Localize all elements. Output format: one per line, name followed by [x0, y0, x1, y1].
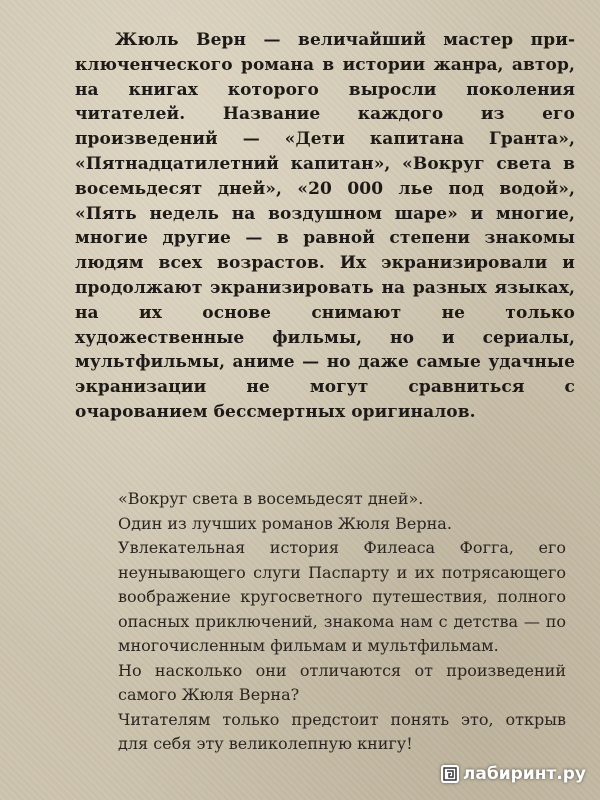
labirint-logo-icon: [441, 765, 459, 783]
annotation-block: [75, 28, 575, 425]
watermark-text: лабиринт.ру: [462, 764, 586, 784]
description-paragraph-1: Увлекательная история Филеаса Фогга, его неунывающего слуги Паспарту и их потрясающего воображение кругосветного путешествия, полного опасных приключений, знакома нам с детства — по многочисленным фильмам и мультфильмам.: [118, 538, 566, 655]
description-title-line: «Вокруг света в восемьдесят дней».: [118, 489, 424, 508]
annotation-paragraph: Жюль Верн — величайший мастер приключенческого романа в истории жанра, автор, на книгах которого выросли поколения читателей. Название каждого из его произведений — «Дети капитана Гранта», «Пятнадцатилетний капитан», «Вокруг света в восемьдесят дней», «20 000 лье под водой», «Пять недель на воздушном шаре» и многие, многие другие — в равной степени знакомы людям всех возрастов. Их экранизировали и продолжают экранизировать на разных языках, на их основе снимают не только художественные фильмы, но и сериалы, мультфильмы, аниме — но даже самые удачные экранизации не могут сравниться с очарованием бессмертных оригиналов.: [75, 30, 575, 422]
description-paragraph-3: Читателям только предстоит понять это, открыв для себя эту великолепную книгу!: [118, 709, 566, 753]
description-block: [118, 487, 566, 757]
description-subtitle-line: Один из лучших романов Жюля Верна.: [118, 513, 452, 533]
watermark: [441, 764, 586, 784]
description-paragraph-2: Но насколько они отличаются от произведений самого Жюля Верна?: [118, 660, 566, 704]
